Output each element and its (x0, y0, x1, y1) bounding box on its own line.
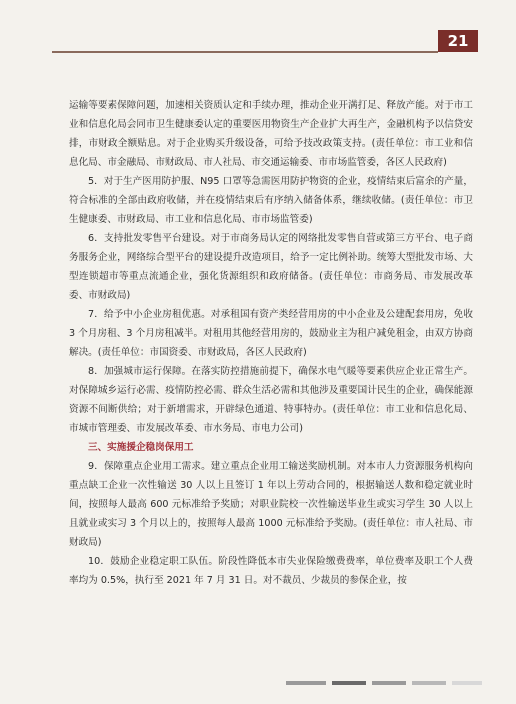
footer-bar (332, 681, 366, 685)
footer-bar (412, 681, 446, 685)
paragraph-item-6: 6．支持批发零售平台建设。对于市商务局认定的网络批发零售自营或第三方平台、电子商务服务企业，网络综合型平台的建设提升改造项目，给予一定比例补助。统筹大型批发市场、大型连锁超市等重点流通企业，强化货源组织和政府储备。(责任单位：市商务局、市发展改革委、市财政局) (69, 233, 473, 301)
header-rule (52, 51, 438, 53)
paragraph-item-10: 10．鼓励企业稳定职工队伍。阶段性降低本市失业保险缴费费率，单位费率及职工个人费率均为 0.5%，执行至 2021 年 7 月 31 日。对不裁员、少裁员的参保企业，按 (69, 556, 473, 586)
paragraph-item-5: 5．对于生产医用防护服、N95 口罩等急需医用防护物资的企业，疫情结束后富余的产量，符合标准的全部由政府收储，并在疫情结束后有序纳入储备体系，继续收储。(责任单位：市卫生健康委、市财政局、市工业和信息化局、市市场监管委) (69, 176, 473, 225)
paragraph-item-7: 7．给予中小企业房租优惠。对承租国有资产类经营用房的中小企业及公建配套用房，免收 3 个月房租、3 个月房租减半。对租用其他经营用房的，鼓励业主为租户减免租金，由双方协商解决。(责任单位：市国资委、市财政局，各区人民政府) (69, 309, 473, 358)
paragraph-continuation: 运输等要素保障问题，加速相关资质认定和手续办理，推动企业开满打足、释放产能。对于市工业和信息化局会同市卫生健康委认定的重要医用物资生产企业扩大再生产，金融机构予以信贷安排，市财政全额贴息。对于企业购买升级设备，可给予技改政策支持。(责任单位：市工业和信息化局、市金融局、市财政局、市人社局、市交通运输委、市市场监管委，各区人民政府) (69, 100, 473, 168)
footer-bar (372, 681, 406, 685)
paragraph-item-9: 9．保障重点企业用工需求。建立重点企业用工输送奖励机制。对本市人力资源服务机构向重点缺工企业一次性输送 30 人以上且签订 1 年以上劳动合同的，根据输送人数和稳定就业时间，按照每人最高 600 元标准给予奖励；对职业院校一次性输送毕业生或实习学生 30 人以上且就业或实习 3 个月以上的，按照每人最高 1000 元标准给予奖励。(责任单位：市人社局、市财政局) (69, 461, 473, 548)
footer-bar (452, 681, 482, 685)
paragraph-item-8: 8．加强城市运行保障。在落实防控措施前提下，确保水电气暖等要素供应企业正常生产。对保障城乡运行必需、疫情防控必需、群众生活必需和其他涉及重要国计民生的企业，确保能源资源不间断供给；对于新增需求，开辟绿色通道、特事特办。(责任单位：市工业和信息化局、市城市管理委、市发展改革委、市水务局、市电力公司) (69, 366, 473, 434)
footer-bar (286, 681, 326, 685)
section-heading: 三、实施援企稳岗保用工 (88, 442, 194, 453)
document-body (69, 96, 473, 590)
page-number: 21 (438, 30, 478, 52)
